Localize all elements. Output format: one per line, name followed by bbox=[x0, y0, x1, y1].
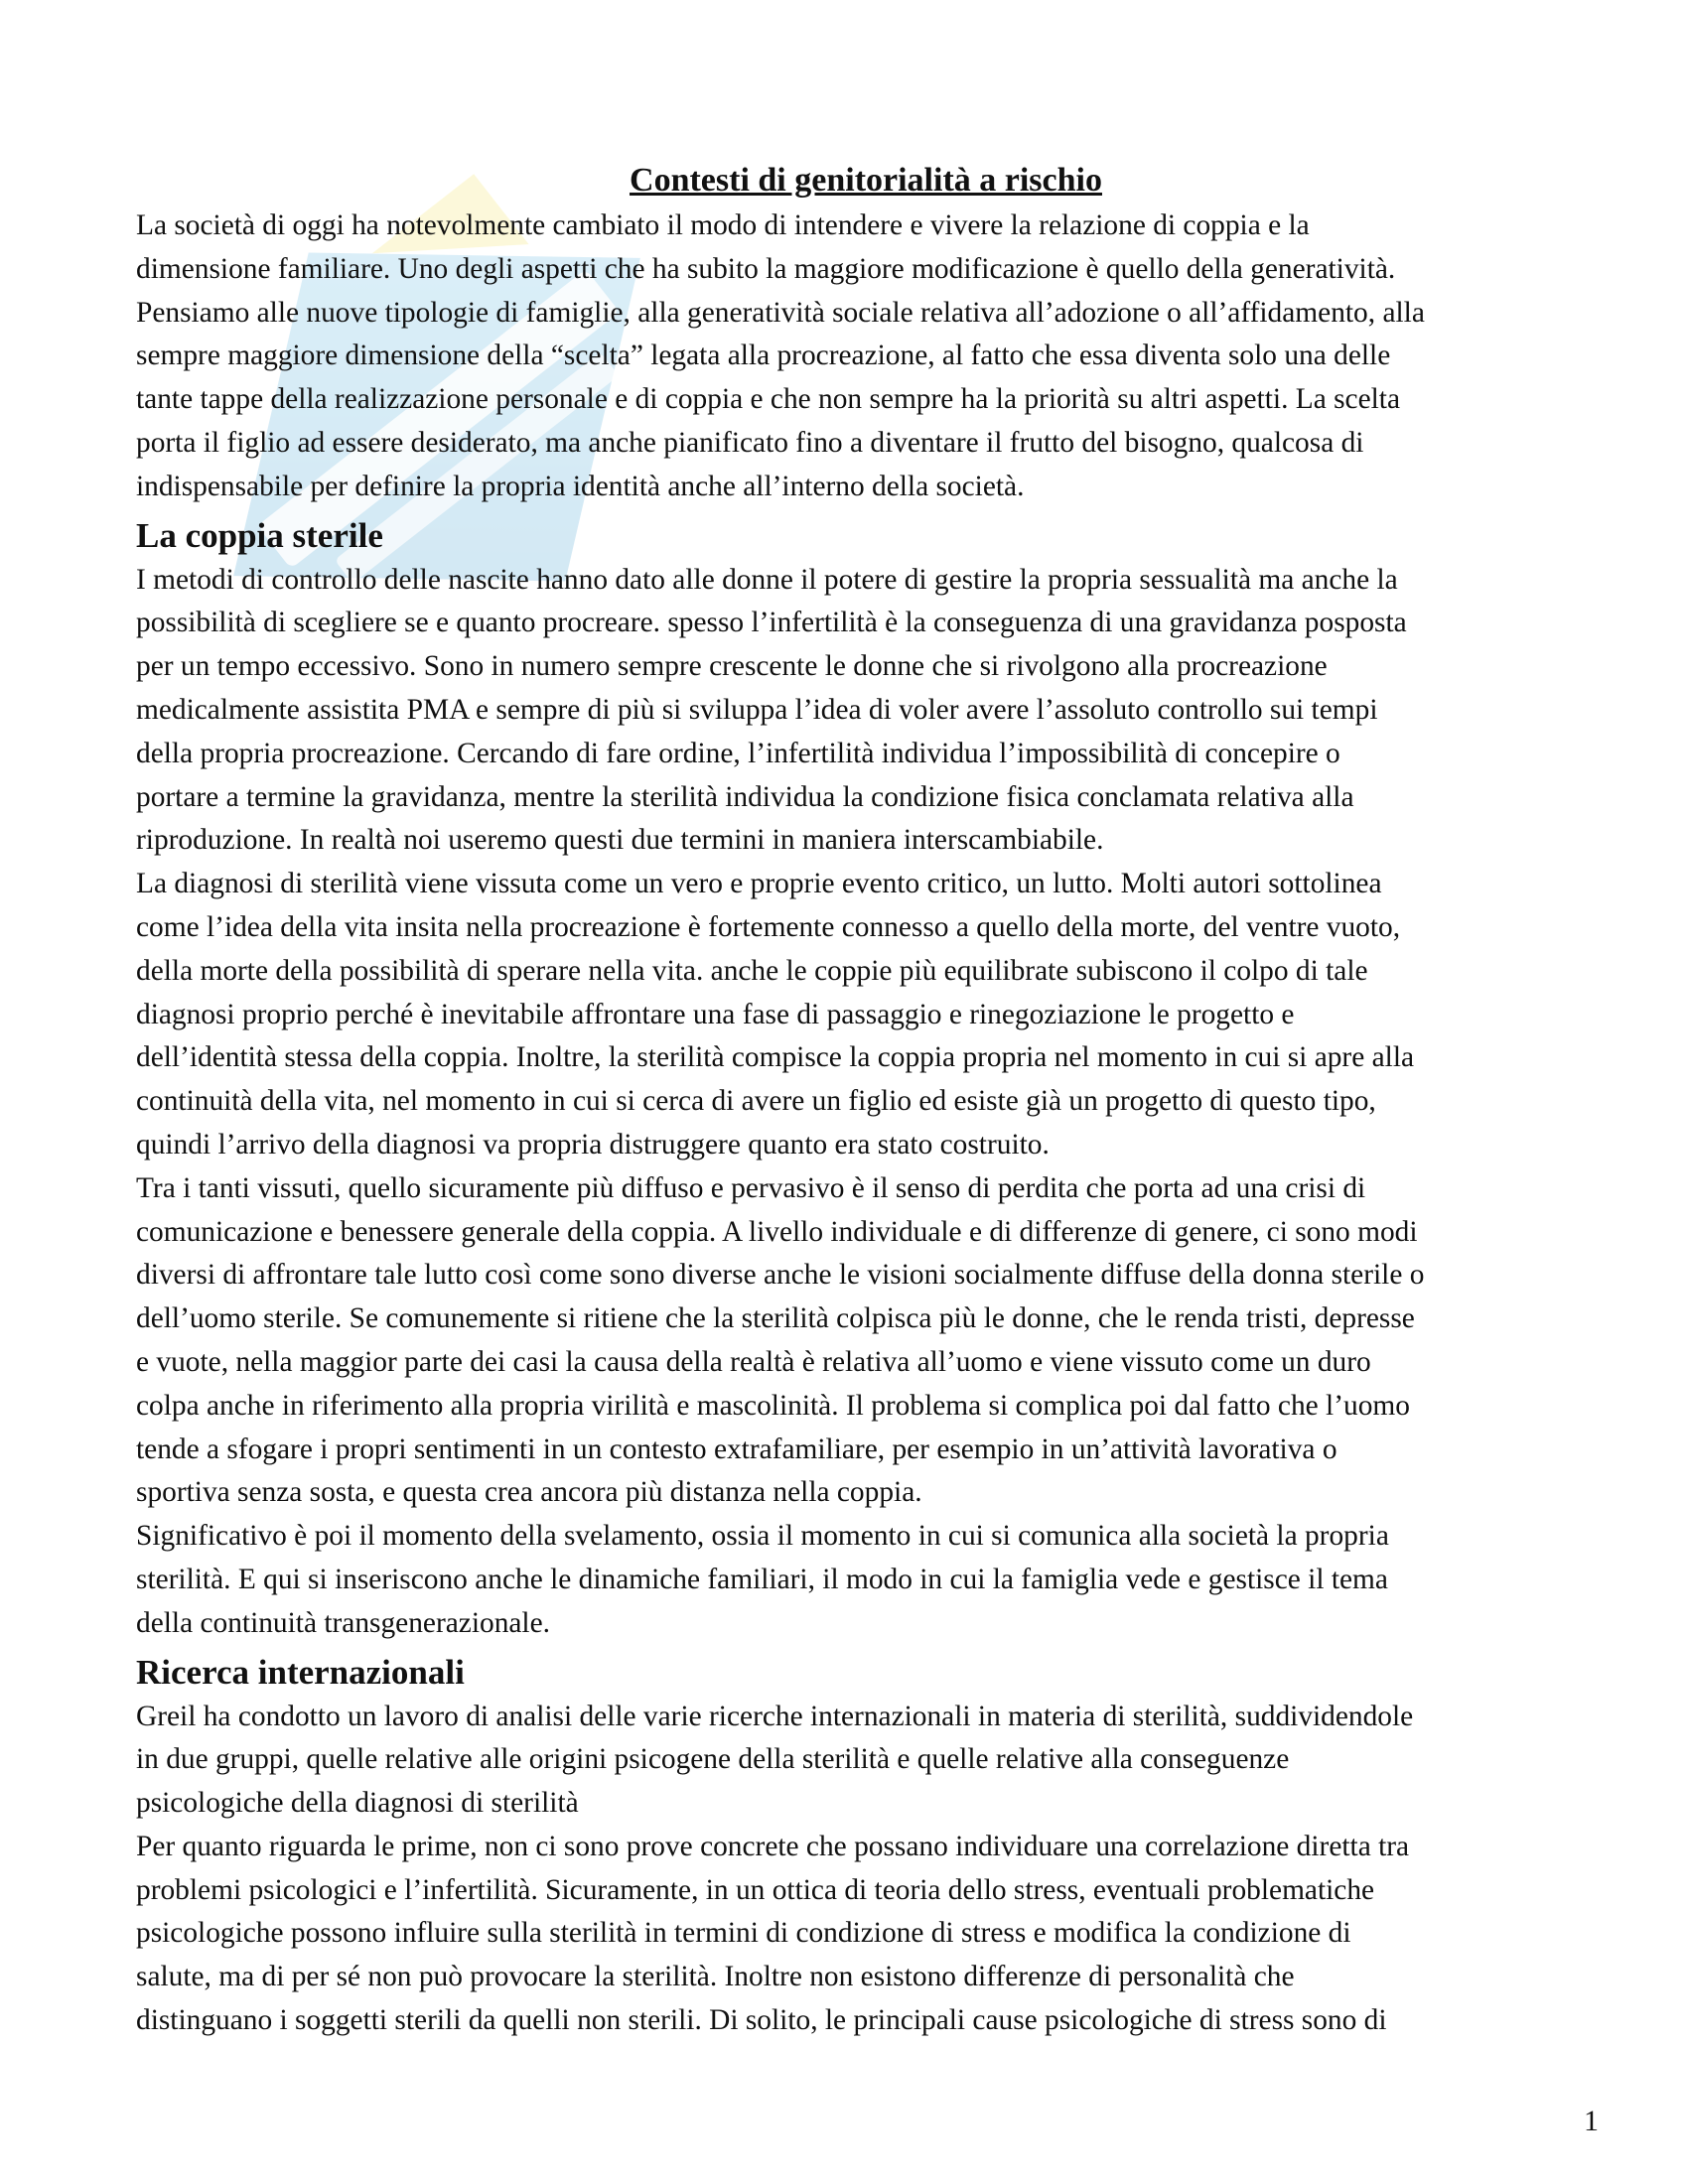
text-line: sempre maggiore dimensione della “scelta” legata alla procreazione, al fatto che essa diventa solo una delle bbox=[136, 340, 1391, 372]
text-line: Tra i tanti vissuti, quello sicuramente più diffuso e pervasivo è il senso di perdita che porta ad una crisi di bbox=[136, 1171, 1366, 1204]
text-line: La società di oggi ha notevolmente cambiato il modo di intendere e vivere la relazione di coppia e la bbox=[136, 209, 1310, 241]
text-line: Significativo è poi il momento della svelamento, ossia il momento in cui si comunica alla società la propria bbox=[136, 1520, 1389, 1553]
text-line: sterilità. E qui si inseriscono anche le dinamiche familiari, il modo in cui la famiglia vede e gestisce il tema bbox=[136, 1563, 1388, 1595]
text-line: continuità della vita, nel momento in cui si cerca di avere un figlio ed esiste già un progetto di questo tipo, bbox=[136, 1085, 1376, 1118]
text-line: La diagnosi di sterilità viene vissuta come un vero e proprie evento critico, un lutto. Molti autori sottolinea bbox=[136, 868, 1382, 900]
text-line: sportiva senza sosta, e questa crea ancora più distanza nella coppia. bbox=[136, 1476, 922, 1509]
text-line: portare a termine la gravidanza, mentre la sterilità individua la condizione fisica conclamata relativa alla bbox=[136, 780, 1354, 813]
text-line: della morte della possibilità di sperare nella vita. anche le coppie più equilibrate subiscono il colpo di tale bbox=[136, 954, 1368, 987]
text-line: quindi l’arrivo della diagnosi va propria distruggere quanto era stato costruito. bbox=[136, 1128, 1050, 1160]
text-line: possibilità di scegliere se e quanto procreare. spesso l’infertilità è la conseguenza di una gravidanza posposta bbox=[136, 607, 1407, 639]
text-line: psicologiche possono influire sulla sterilità in termini di condizione di stress e modifica la condizione di bbox=[136, 1917, 1351, 1950]
paragraph bbox=[136, 205, 1596, 509]
text-line: della continuità transgenerazionale. bbox=[136, 1606, 550, 1639]
text-line: distinguano i soggetti sterili da quelli non sterili. Di solito, le principali cause psicologiche di stress sono di bbox=[136, 2004, 1387, 2037]
paragraph bbox=[136, 1826, 1596, 2043]
section-heading: Ricerca internazionali bbox=[136, 1652, 465, 1692]
paragraph bbox=[136, 1167, 1596, 1515]
text-line: colpa anche in riferimento alla propria virilità e mascolinità. Il problema si complica poi dal fatto che l’uomo bbox=[136, 1389, 1410, 1422]
page-number: 1 bbox=[1584, 2105, 1599, 2137]
text-line: Pensiamo alle nuove tipologie di famiglie, alla generatività sociale relativa all’adozione o all’affidamento, alla bbox=[136, 296, 1425, 329]
text-line: per un tempo eccessivo. Sono in numero sempre crescente le donne che si rivolgono alla procreazione bbox=[136, 650, 1328, 683]
text-line: tende a sfogare i propri sentimenti in un contesto extrafamiliare, per esempio in un’attività lavorativa o bbox=[136, 1433, 1337, 1465]
text-line: medicalmente assistita PMA e sempre di più si sviluppa l’idea di voler avere l’assoluto controllo sui tempi bbox=[136, 693, 1378, 726]
paragraph bbox=[136, 559, 1596, 864]
text-line: diagnosi proprio perché è inevitabile affrontare una fase di passaggio e rinegoziazione le progetto e bbox=[136, 998, 1295, 1030]
text-line: diversi di affrontare tale lutto così come sono diverse anche le visioni socialmente diffuse della donna sterile o bbox=[136, 1259, 1425, 1292]
document-page bbox=[136, 159, 1596, 2043]
text-line: Per quanto riguarda le prime, non ci sono prove concrete che possano individuare una correlazione diretta tra bbox=[136, 1830, 1410, 1862]
text-line: riproduzione. In realtà noi useremo questi due termini in maniera interscambiabile. bbox=[136, 824, 1104, 857]
text-line: in due gruppi, quelle relative alle origini psicogene della sterilità e quelle relative alla conseguenze bbox=[136, 1743, 1290, 1776]
text-line: salute, ma di per sé non può provocare la sterilità. Inoltre non esistono differenze di personalità che bbox=[136, 1961, 1295, 1993]
text-line: dell’uomo sterile. Se comunemente si ritiene che la sterilità colpisca più le donne, che le renda tristi, depresse bbox=[136, 1302, 1415, 1335]
text-line: Greil ha condotto un lavoro di analisi delle varie ricerche internazionali in materia di sterilità, suddividendole bbox=[136, 1700, 1414, 1732]
text-line: problemi psicologici e l’infertilità. Sicuramente, in un ottica di teoria dello stress, eventuali problematiche bbox=[136, 1873, 1375, 1906]
document-title: Contesti di genitorialità a rischio bbox=[630, 162, 1102, 199]
text-line: tante tappe della realizzazione personale e di coppia e che non sempre ha la priorità su altri aspetti. La scelta bbox=[136, 383, 1401, 416]
text-line: come l’idea della vita insita nella procreazione è fortemente connesso a quello della morte, del ventre vuoto, bbox=[136, 910, 1401, 943]
text-line: psicologiche della diagnosi di sterilità bbox=[136, 1787, 579, 1820]
section-heading: La coppia sterile bbox=[136, 515, 383, 555]
text-line: I metodi di controllo delle nascite hanno dato alle donne il potere di gestire la propria sessualità ma anche la bbox=[136, 563, 1398, 596]
text-line: comunicazione e benessere generale della coppia. A livello individuale e di differenze di genere, ci sono modi bbox=[136, 1215, 1418, 1248]
paragraph bbox=[136, 1515, 1596, 1645]
text-line: porta il figlio ad essere desiderato, ma anche pianificato fino a diventare il frutto del bisogno, qualcosa di bbox=[136, 426, 1364, 459]
text-line: della propria procreazione. Cercando di fare ordine, l’infertilità individua l’impossibilità di concepire o bbox=[136, 737, 1340, 769]
paragraph bbox=[136, 863, 1596, 1167]
text-line: indispensabile per definire la propria identità anche all’interno della società. bbox=[136, 470, 1025, 502]
text-line: dell’identità stessa della coppia. Inoltre, la sterilità compisce la coppia propria nel momento in cui si apre alla bbox=[136, 1041, 1415, 1074]
paragraph bbox=[136, 1696, 1596, 1826]
text-line: e vuote, nella maggior parte dei casi la causa della realtà è relativa all’uomo e viene vissuto come un duro bbox=[136, 1345, 1371, 1378]
text-line: dimensione familiare. Uno degli aspetti che ha subito la maggiore modificazione è quello della generatività. bbox=[136, 252, 1396, 285]
